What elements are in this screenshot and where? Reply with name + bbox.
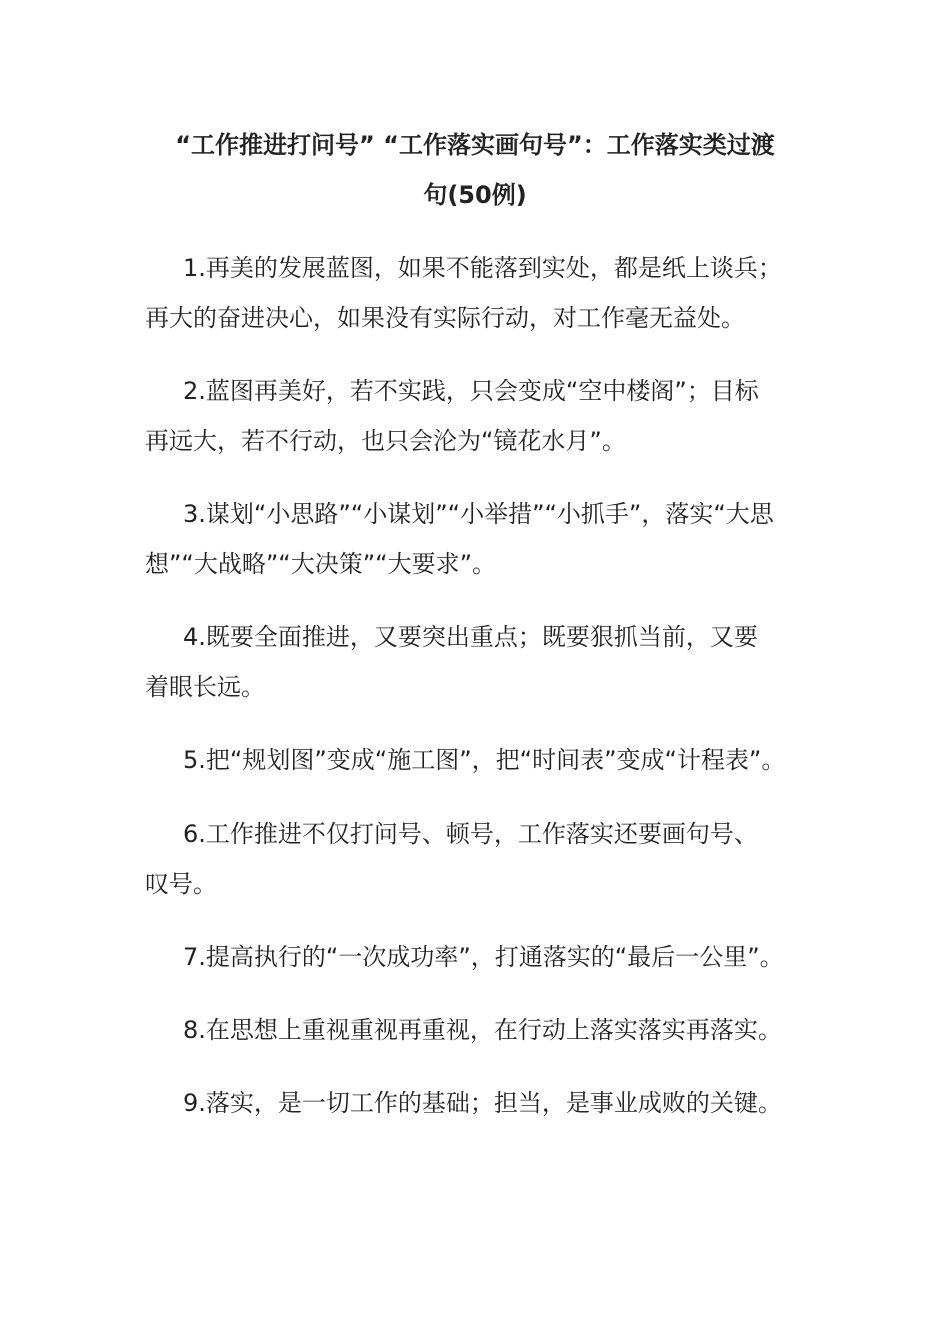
- paragraph-7: [145, 932, 830, 982]
- paragraph-line: 9.落实，是一切工作的基础；担当，是事业成败的关键。: [183, 1089, 782, 1117]
- title-line-2: 句(50例): [423, 181, 527, 209]
- paragraph-9: [145, 1078, 830, 1128]
- paragraph-8: [145, 1005, 830, 1055]
- document-title: [145, 120, 805, 220]
- paragraph-line: 想”“大战略”“大决策”“大要求”。: [145, 550, 497, 578]
- paragraph-line: 3.谋划“小思路”“小谋划”“小举措”“小抓手”，落实“大思: [183, 500, 774, 528]
- paragraph-line: 6.工作推进不仅打问号、顿号，工作落实还要画句号、: [183, 820, 758, 848]
- paragraph-line: 5.把“规划图”变成“施工图”，把“时间表”变成“计程表”。: [183, 746, 786, 774]
- paragraph-1: [145, 243, 830, 343]
- paragraph-line: 着眼长远。: [145, 673, 265, 701]
- paragraph-line: 8.在思想上重视重视再重视，在行动上落实落实再落实。: [183, 1016, 782, 1044]
- paragraph-5: [145, 735, 830, 785]
- paragraph-3: [145, 489, 830, 589]
- paragraph-line: 再大的奋进决心，如果没有实际行动，对工作毫无益处。: [145, 304, 745, 332]
- paragraph-line: 再远大，若不行动，也只会沦为“镜花水月”。: [145, 427, 626, 455]
- paragraph-6: [145, 809, 830, 909]
- paragraph-line: 2.蓝图再美好，若不实践，只会变成“空中楼阁”；目标: [183, 377, 759, 405]
- paragraph-line: 4.既要全面推进，又要突出重点；既要狠抓当前，又要: [183, 623, 758, 651]
- paragraph-line: 叹号。: [145, 870, 217, 898]
- title-line-1: “工作推进打问号” “工作落实画句号”：工作落实类过渡: [175, 131, 775, 159]
- paragraph-2: [145, 366, 830, 466]
- paragraph-4: [145, 612, 830, 712]
- paragraph-line: 7.提高执行的“一次成功率”，打通落实的“最后一公里”。: [183, 943, 784, 971]
- paragraph-line: 1.再美的发展蓝图，如果不能落到实处，都是纸上谈兵；: [183, 254, 782, 282]
